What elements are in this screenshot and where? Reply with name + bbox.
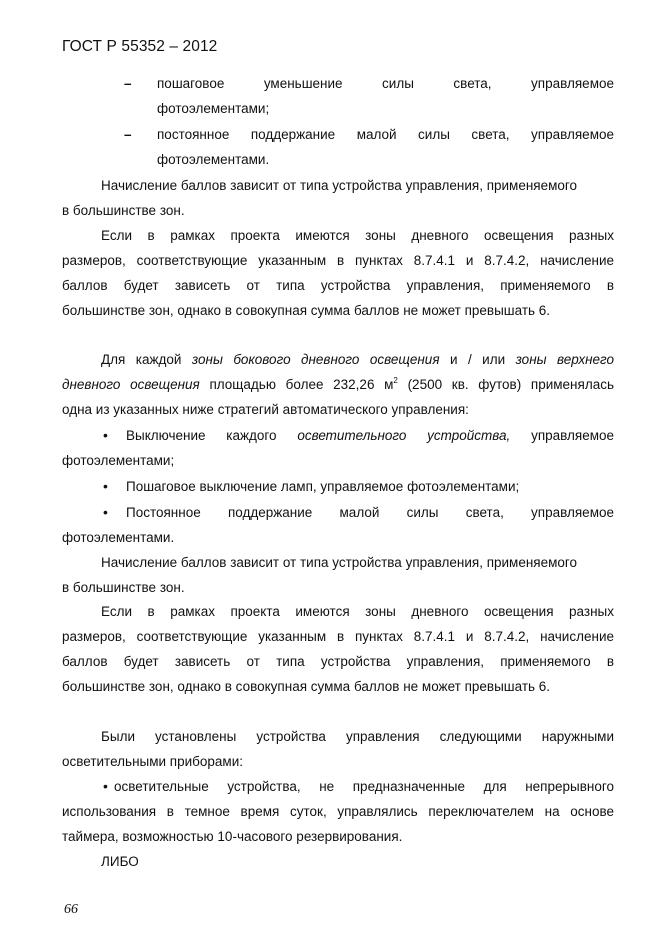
paragraph-line: использования в темное время суток, управлялись переключателем на основе — [62, 804, 614, 819]
bullet-dot: • — [103, 427, 108, 443]
paragraph-line — [62, 377, 614, 393]
dash-bullet: – — [124, 76, 132, 91]
paragraph-line: Начисление баллов зависит от типа устройства управления, применяемого — [101, 555, 578, 570]
list-item-text — [126, 428, 614, 444]
list-item-text: постоянное поддержание малой силы света, управляемое — [157, 127, 614, 142]
paragraph-line: размеров, соответствующие указанным в пунктах 8.7.4.1 и 8.7.4.2, начисление — [62, 253, 614, 268]
bullet-dot: • — [103, 778, 108, 794]
list-item-text: фотоэлементами. — [62, 530, 175, 545]
document-header: ГОСТ Р 55352 – 2012 — [62, 38, 218, 55]
text-run: управляемое — [510, 428, 614, 443]
list-item-text: Пошаговое выключение ламп, управляемое фотоэлементами; — [126, 479, 520, 494]
paragraph-line: Были установлены устройства управления следующими наружными — [101, 729, 614, 744]
paragraph-line: баллов будет зависеть от типа устройства управления, применяемого в — [62, 278, 614, 293]
paragraph-line: осветительные устройства, не предназначенные для непрерывного — [114, 779, 614, 794]
paragraph-line: Если в рамках проекта имеются зоны дневного освещения разных — [101, 228, 614, 243]
text-run: Для каждой — [101, 352, 192, 367]
or-word: ЛИБО — [101, 854, 139, 869]
paragraph-line: размеров, соответствующие указанным в пунктах 8.7.4.1 и 8.7.4.2, начисление — [62, 629, 614, 644]
paragraph-line: таймера, возможностью 10-часового резервирования. — [62, 829, 403, 844]
text-run: площадью более 232,26 м — [199, 377, 394, 392]
list-item-text: пошаговое уменьшение силы света, управляемое — [157, 76, 614, 91]
text-run: Выключение каждого — [126, 428, 298, 443]
italic-term: зоны бокового дневного освещения — [191, 352, 440, 367]
text-run: и / или — [439, 352, 516, 367]
paragraph-line: Если в рамках проекта имеются зоны дневного освещения разных — [101, 604, 614, 619]
paragraph-line — [101, 352, 614, 368]
list-item-text: Постоянное поддержание малой силы света, управляемое — [126, 505, 614, 520]
bullet-dot: • — [103, 478, 108, 494]
paragraph-line: одна из указанных ниже стратегий автоматического управления: — [62, 402, 469, 417]
text-run: (2500 кв. футов) применялась — [397, 377, 614, 392]
italic-term: зоны верхнего — [515, 352, 615, 367]
bullet-dot: • — [103, 504, 108, 520]
page-number: 66 — [64, 902, 78, 917]
superscript: 2 — [393, 376, 398, 385]
paragraph-line: осветительными приборами: — [62, 754, 243, 769]
italic-term: осветительного устройства, — [297, 428, 511, 443]
list-item-text: фотоэлементами; — [62, 453, 175, 468]
paragraph-line: Начисление баллов зависит от типа устройства управления, применяемого — [101, 178, 578, 193]
paragraph-line: баллов будет зависеть от типа устройства управления, применяемого в — [62, 654, 614, 669]
dash-bullet: – — [124, 127, 132, 142]
paragraph-line: в большинстве зон. — [62, 203, 185, 218]
paragraph-line: большинстве зон, однако в совокупная сумма баллов не может превышать 6. — [62, 679, 551, 694]
list-item-text: фотоэлементами. — [157, 152, 270, 167]
italic-term: дневного освещения — [62, 377, 200, 392]
paragraph-line: в большинстве зон. — [62, 580, 185, 595]
list-item-text: фотоэлементами; — [157, 101, 270, 116]
paragraph-line: большинстве зон, однако в совокупная сумма баллов не может превышать 6. — [62, 303, 551, 318]
